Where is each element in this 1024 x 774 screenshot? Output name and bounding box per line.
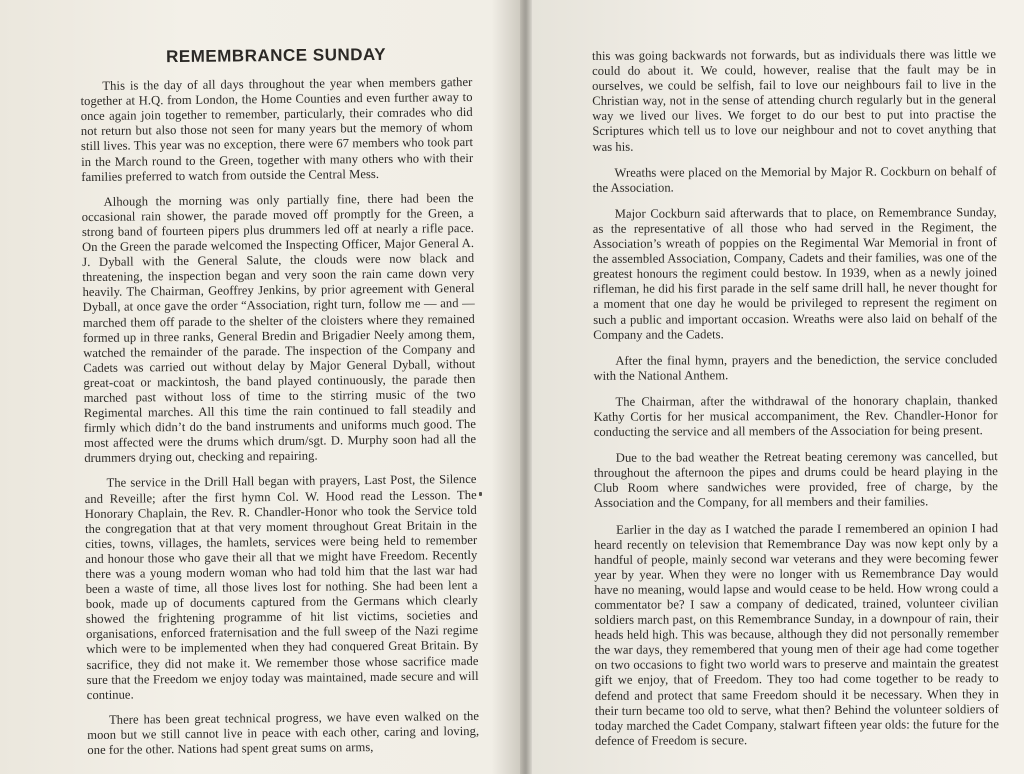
paragraph-wreaths: Wreaths were placed on the Memorial by Major R. Cockburn on behalf of the Association.	[592, 163, 997, 195]
paragraph-retreat-cancelled: Due to the bad weather the Retreat beating ceremony was cancelled, but throughout the afternoon the pipes and drums could be heard playing in the Club Room where sandwiches were provided, free of charge, by the Association and the Company, for all members and their families.	[593, 449, 998, 511]
paragraph-progress: There has been great technical progress, we have even walked on the moon but we still cannot live in peace with each other, caring and loving, one for the other. Nations had spent great sums on arms,	[87, 708, 480, 758]
paragraph-final-hymn: After the final hymn, prayers and the benediction, the service concluded with the National Anthem.	[593, 351, 998, 383]
paper-speck	[479, 492, 482, 496]
paragraph-major-cockburn: Major Cockburn said afterwards that to place, on Remembrance Sunday, as the representative of all those who had served in the Regiment, the Association’s wreath of poppies on the Regimental War Memorial in front of the assembled Association, Company, Cadets and their families, was one of the greatest honours the regiment could bestow. In 1939, when as a newly joined rifleman, he did his first parade in the self same drill hall, he never thought for a moment that one day he would be privileged to represent the regiment on such a public and important occasion. Wreaths were also laid on behalf of the Company and the Cadets.	[592, 204, 998, 342]
paragraph-continued: this was going backwards not forwards, but as individuals there was little we could do about it. We could, however, realise that the fault may be in ourselves, we could be selfish, fail to love our neighbours fail to live in the Christian way, not in the sense of attending church regularly but in the general way we lived our lives. We forget to do our best to put into practise the Scriptures which tell us to love our neighbour and not to covet anything that was his.	[592, 47, 997, 154]
paragraph-service: The service in the Drill Hall began with prayers, Last Post, the Silence and Reveille; after the first hymn Col. W. Hood read the Lesson. The Honorary Chaplain, the Rev. R. Chandler-Honor who took the Service told the congregation that at that very moment throughout Great Britain in the cities, towns, villages, the hamlets, services were being held to remember and honour those who gave their all that we might have Freedom. Recently there was a young modern woman who had told him that the last war had been a waste of time, all those lives lost for nothing. She had been lent a book, made up of documents captured from the Germans which clearly showed the frightening programme of hit list victims, societies and organisations, enforced fraternisation and the full sweep of the Nazi regime which were to be implemented when they had conquered Great Britain. By sacrifice, they did not make it. We remember those whose sacrifice made sure that the Freedom we enjoy today was maintained, made secure and will continue.	[84, 472, 479, 702]
paragraph-parade: Alhough the morning was only partially fine, there had been the occasional rain shower, the parade moved off promptly for the Green, a strong band of fourteen pipers plus drummers led off at nearly a rifle pace. On the Green the parade welcomed the Inspecting Officer, Major General A. J. Dyball with the General Salute, the clouds were now black and threatening, the inspection began and very soon the rain came down very heavily. The Chairman, Geoffrey Jenkins, by prior agreement with General Dyball, at once gave the order “Association, right turn, follow me — and — marched them off parade to the shelter of the cloisters where they remained formed up in three ranks, General Bredin and Brigadier Neely among them, watched the remainder of the parade. The inspection of the Company and Cadets was carried out without delay by Major General Dyball, without great-coat or mackintosh, the band played continuously, the parade then marched past without loss of time to the stirring music of the two Regimental marches. All this time the rain continued to fall steadily and firmly which didn’t do the band instruments and uniforms much good. The most affected were the drums which drum/sgt. D. Murphy soon had all the drummers drying out, checking and repairing.	[81, 190, 477, 466]
paragraph-intro: This is the day of all days throughout the year when members gather together at H.Q. from London, the Home Counties and even further away to once again join together to remember, particularly, their comrades who did not return but also those not seen for many years but the memory of whom still lives. This year was no exception, there were 67 members who took part in the March round to the Green, together with many others who with their families preferred to watch from outside the Central Mess.	[80, 75, 474, 184]
right-text-column	[592, 47, 999, 760]
left-text-column	[80, 46, 479, 768]
right-page	[532, 0, 1024, 774]
article-title: REMEMBRANCE SUNDAY	[166, 44, 387, 67]
paragraph-earlier-in-day: Earlier in the day as I watched the parade I remembered an opinion I had heard recently on television that Remembrance Day was now kept only by a handful of people, mainly second war veterans and they were becoming fewer year by year. When they were no longer with us Remembrance Day would have no meaning, would lapse and would cease to be held. How wrong could a commentator be? I saw a company of dedicated, trained, volunteer civilian soldiers march past, on this Remembrance Sunday, in a downpour of rain, their heads held high. This was because, although they did not personally remember the war days, they remembered that young men of their age had come together on two occasions to fight two world wars to preserve and maintain the greatest gift we enjoy, that of Freedom. They too had come together to be ready to defend and protect that same Freedom should it be necessary. When they in their turn became too old to serve, what then? Behind the volunteer soldiers of today marched the Cadet Company, stalwart fifteen year olds: the future for the defence of Freedom is secure.	[594, 520, 999, 748]
book-gutter	[520, 0, 532, 774]
paragraph-chairman-thanks: The Chairman, after the withdrawal of the honorary chaplain, thanked Kathy Cortis for her musical accompaniment, the Rev. Chandler-Honor for conducting the service and all members of the Association for being present.	[593, 392, 998, 439]
